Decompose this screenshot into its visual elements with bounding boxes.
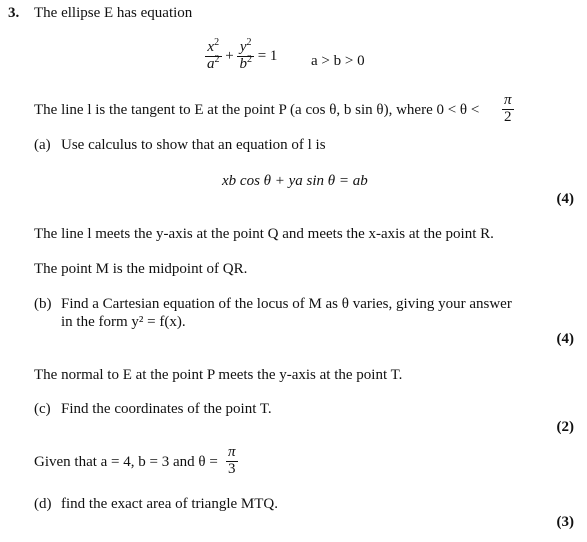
part-c-text: Find the coordinates of the point T.	[61, 401, 272, 417]
part-b-line1: Find a Cartesian equation of the locus of M as θ varies, giving your answer	[61, 296, 512, 312]
line-meets-axes: The line l meets the y-axis at the point Q and meets the x-axis at the point R.	[34, 226, 494, 242]
given-theta-value: $\frac{\pi}{3}$	[228, 444, 236, 477]
part-d-marks: (3)	[556, 514, 574, 530]
part-b-marks: (4)	[556, 331, 574, 347]
ellipse-condition: a > b > 0	[311, 53, 365, 69]
tangent-equation: xb cos θ + ya sin θ = ab	[222, 173, 368, 189]
given-values: Given that a = 4, b = 3 and θ =	[34, 454, 218, 470]
part-d-label: (d)	[34, 496, 52, 512]
part-b-line2: in the form y² = f(x).	[61, 314, 186, 330]
part-b-label: (b)	[34, 296, 52, 312]
part-c-marks: (2)	[556, 419, 574, 435]
intro-text: The ellipse E has equation	[34, 5, 193, 21]
tangent-theta-bound: $\frac{\pi}{2}$	[504, 92, 512, 125]
part-c-label: (c)	[34, 401, 51, 417]
normal-statement: The normal to E at the point P meets the y-axis at the point T.	[34, 367, 403, 383]
part-d-text: find the exact area of triangle MTQ.	[61, 496, 278, 512]
ellipse-equation: $\frac{x^2}{a^2}$ + $\frac{y^2}{b^2}$ = 1	[207, 37, 278, 72]
part-a-label: (a)	[34, 137, 51, 153]
tangent-description: The line l is the tangent to E at the point P (a cos θ, b sin θ), where 0 < θ <	[34, 102, 480, 118]
part-a-marks: (4)	[556, 191, 574, 207]
part-a-text: Use calculus to show that an equation of l is	[61, 137, 326, 153]
midpoint-statement: The point M is the midpoint of QR.	[34, 261, 248, 277]
question-number: 3.	[8, 5, 20, 21]
